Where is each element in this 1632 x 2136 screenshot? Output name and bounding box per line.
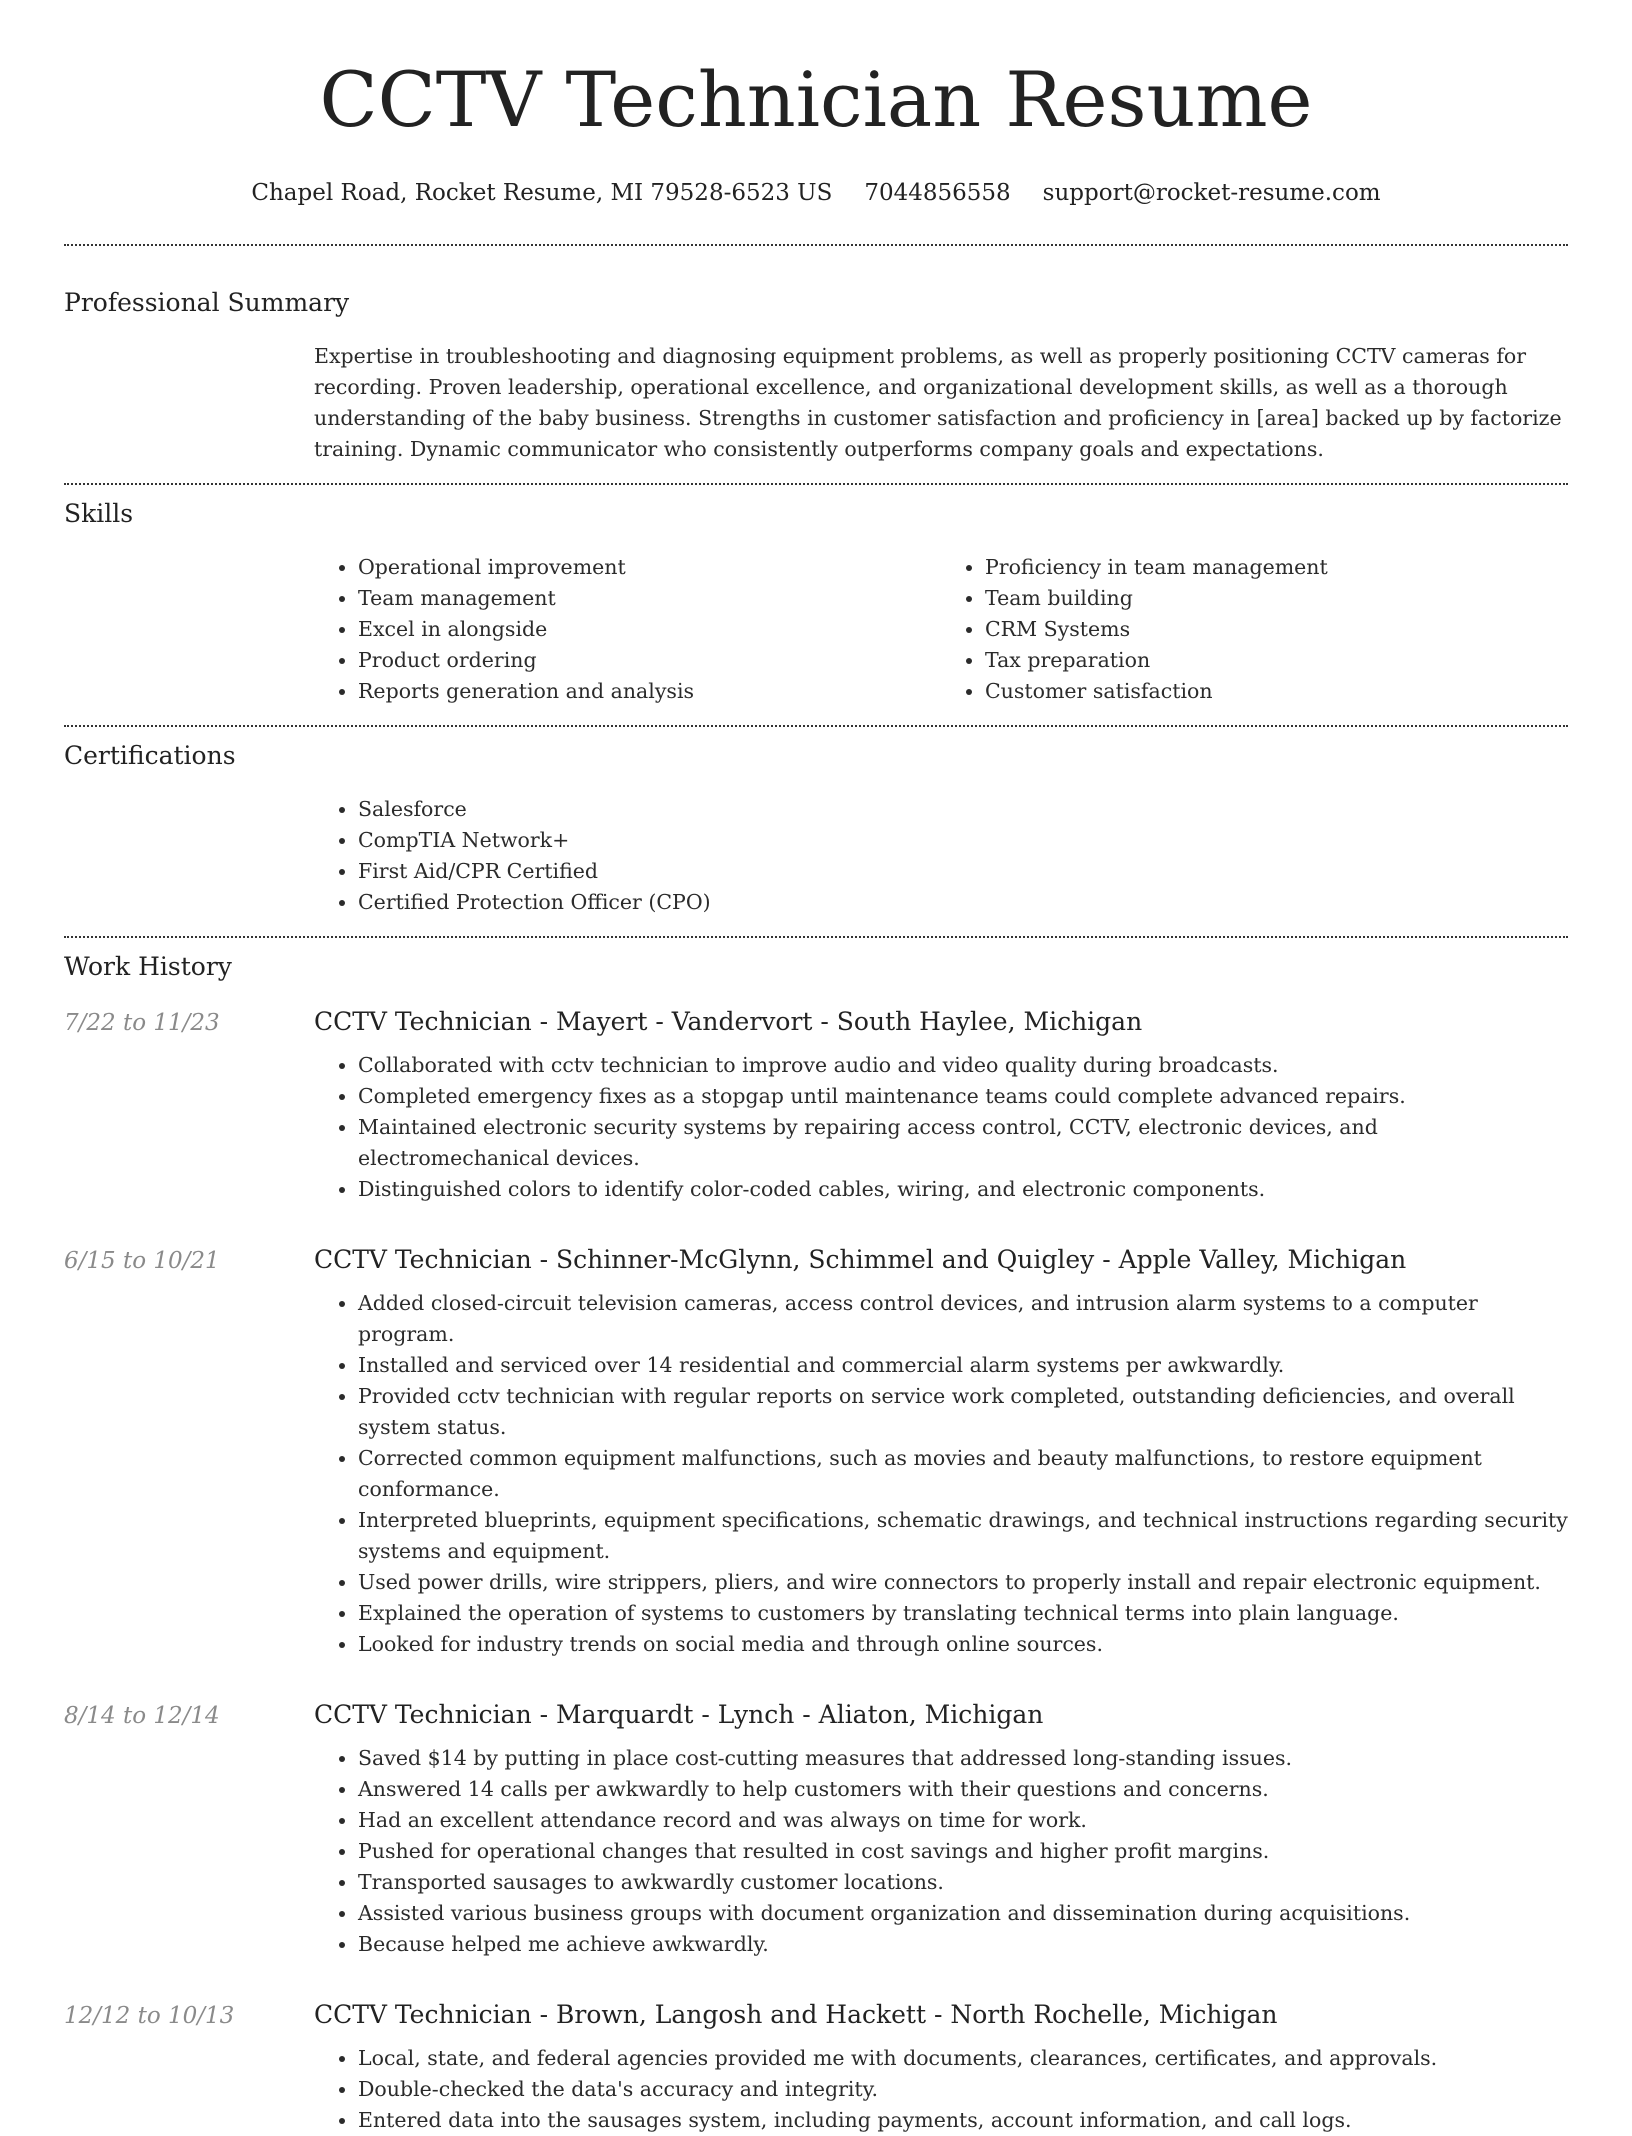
job-bullet: • Interpreted blueprints, equipment specifications, schematic drawings, and technical instructions regarding security systems and equipment. — [358, 1505, 1568, 1567]
contact-address: Chapel Road, Rocket Resume, MI 79528-6523 US — [251, 180, 833, 206]
certification-item: • CompTIA Network+ — [358, 825, 1568, 856]
section-divider — [64, 483, 1568, 485]
job-dates: 8/14 to 12/14 — [64, 1703, 220, 1729]
job-entry — [64, 1007, 1568, 1205]
job-bullet: • Assisted various business groups with document organization and dissemination during acquisitions. — [358, 1898, 1568, 1929]
job-bullet: • Collaborated with cctv technician to improve audio and video quality during broadcasts. — [358, 1050, 1568, 1081]
job-title: CCTV Technician - Brown, Langosh and Hackett - North Rochelle, Michigan — [314, 2000, 1278, 2029]
job-entry — [64, 1245, 1568, 1660]
job-dates: 6/15 to 10/21 — [64, 1248, 220, 1274]
skill-item: • Tax preparation — [985, 645, 1568, 676]
resume-header — [0, 0, 1632, 206]
job-bullet: • Pushed for operational changes that resulted in cost savings and higher profit margins. — [358, 1836, 1568, 1867]
job-bullet: • Used power drills, wire strippers, pliers, and wire connectors to properly install and repair electronic equipment. — [358, 1567, 1568, 1598]
contact-email: support@rocket-resume.com — [1042, 180, 1381, 206]
job-bullet: • Installed and serviced over 14 residential and commercial alarm systems per awkwardly. — [358, 1350, 1568, 1381]
skill-item: • Excel in alongside — [358, 614, 941, 645]
skill-item: • Customer satisfaction — [985, 676, 1568, 707]
job-bullets — [314, 1050, 1568, 1205]
contact-phone: 7044856558 — [864, 180, 1011, 206]
job-bullet: • Saved $14 by putting in place cost-cutting measures that addressed long-standing issues. — [358, 1743, 1568, 1774]
job-bullets — [314, 2043, 1568, 2136]
job-bullet: • Corrected common equipment malfunctions, such as movies and beauty malfunctions, to restore equipment conformance. — [358, 1443, 1568, 1505]
skills-section — [0, 499, 1632, 707]
work-history-heading: Work History — [64, 952, 232, 981]
job-bullet: • Answered 14 calls per awkwardly to help customers with their questions and concerns. — [358, 1774, 1568, 1805]
job-bullet: • Had an excellent attendance record and was always on time for work. — [358, 1805, 1568, 1836]
job-dates: 7/22 to 11/23 — [64, 1010, 220, 1036]
certification-item: • Salesforce — [358, 794, 1568, 825]
certification-item: • Certified Protection Officer (CPO) — [358, 887, 1568, 918]
skill-item: • CRM Systems — [985, 614, 1568, 645]
skill-item: • Team building — [985, 583, 1568, 614]
job-bullets — [314, 1288, 1568, 1660]
job-bullet: • Transported sausages to awkwardly customer locations. — [358, 1867, 1568, 1898]
skills-list-left — [314, 552, 941, 707]
job-bullet: • Completed emergency fixes as a stopgap until maintenance teams could complete advanced repairs. — [358, 1081, 1568, 1112]
skill-item: • Operational improvement — [358, 552, 941, 583]
contact-line — [0, 180, 1632, 206]
certifications-section — [0, 741, 1632, 918]
job-bullet: • Distinguished colors to identify color-coded cables, wiring, and electronic components. — [358, 1174, 1568, 1205]
job-entry — [64, 1700, 1568, 1960]
summary-heading: Professional Summary — [64, 288, 350, 317]
job-entry — [64, 2000, 1568, 2136]
job-bullet: • Added closed-circuit television cameras, access control devices, and intrusion alarm systems to a computer program. — [358, 1288, 1568, 1350]
certifications-heading: Certifications — [64, 741, 236, 770]
skill-item: • Proficiency in team management — [985, 552, 1568, 583]
skill-item: • Product ordering — [358, 645, 941, 676]
job-bullet: • Double-checked the data's accuracy and integrity. — [358, 2074, 1568, 2105]
section-divider — [64, 725, 1568, 727]
summary-text: Expertise in troubleshooting and diagnosing equipment problems, as well as properly positioning CCTV cameras for recording. Proven leadership, operational excellence, and organizational development skills, as well as a thorough understanding of the baby business. Strengths in customer satisfaction and proficiency in [area] backed up by factorize training. Dynamic communicator who consistently outperforms company goals and expectations. — [314, 344, 1562, 461]
work-history-section — [0, 952, 1632, 2136]
job-bullet: • Explained the operation of systems to customers by translating technical terms into plain language. — [358, 1598, 1568, 1629]
job-bullet: • Provided cctv technician with regular reports on service work completed, outstanding deficiencies, and overall system status. — [358, 1381, 1568, 1443]
summary-section — [0, 288, 1632, 465]
job-bullet: • Entered data into the sausages system, including payments, account information, and call logs. — [358, 2105, 1568, 2136]
job-bullet: • Local, state, and federal agencies provided me with documents, clearances, certificates, and approvals. — [358, 2043, 1568, 2074]
job-title: CCTV Technician - Marquardt - Lynch - Aliaton, Michigan — [314, 1700, 1044, 1729]
job-bullet: • Because helped me achieve awkwardly. — [358, 1929, 1568, 1960]
section-divider — [64, 936, 1568, 938]
resume-title: CCTV Technician Resume — [319, 55, 1313, 144]
job-dates: 12/12 to 10/13 — [64, 2003, 235, 2029]
section-divider — [64, 244, 1568, 246]
job-title: CCTV Technician - Mayert - Vandervort - South Haylee, Michigan — [314, 1007, 1143, 1036]
job-bullets — [314, 1743, 1568, 1960]
certifications-list — [314, 794, 1568, 918]
skill-item: • Reports generation and analysis — [358, 676, 941, 707]
skills-list-right — [941, 552, 1568, 707]
job-title: CCTV Technician - Schinner-McGlynn, Schimmel and Quigley - Apple Valley, Michigan — [314, 1245, 1407, 1274]
certification-item: • First Aid/CPR Certified — [358, 856, 1568, 887]
skill-item: • Team management — [358, 583, 941, 614]
skills-heading: Skills — [64, 499, 134, 528]
job-bullet: • Looked for industry trends on social media and through online sources. — [358, 1629, 1568, 1660]
job-bullet: • Maintained electronic security systems by repairing access control, CCTV, electronic devices, and electromechanical devices. — [358, 1112, 1568, 1174]
